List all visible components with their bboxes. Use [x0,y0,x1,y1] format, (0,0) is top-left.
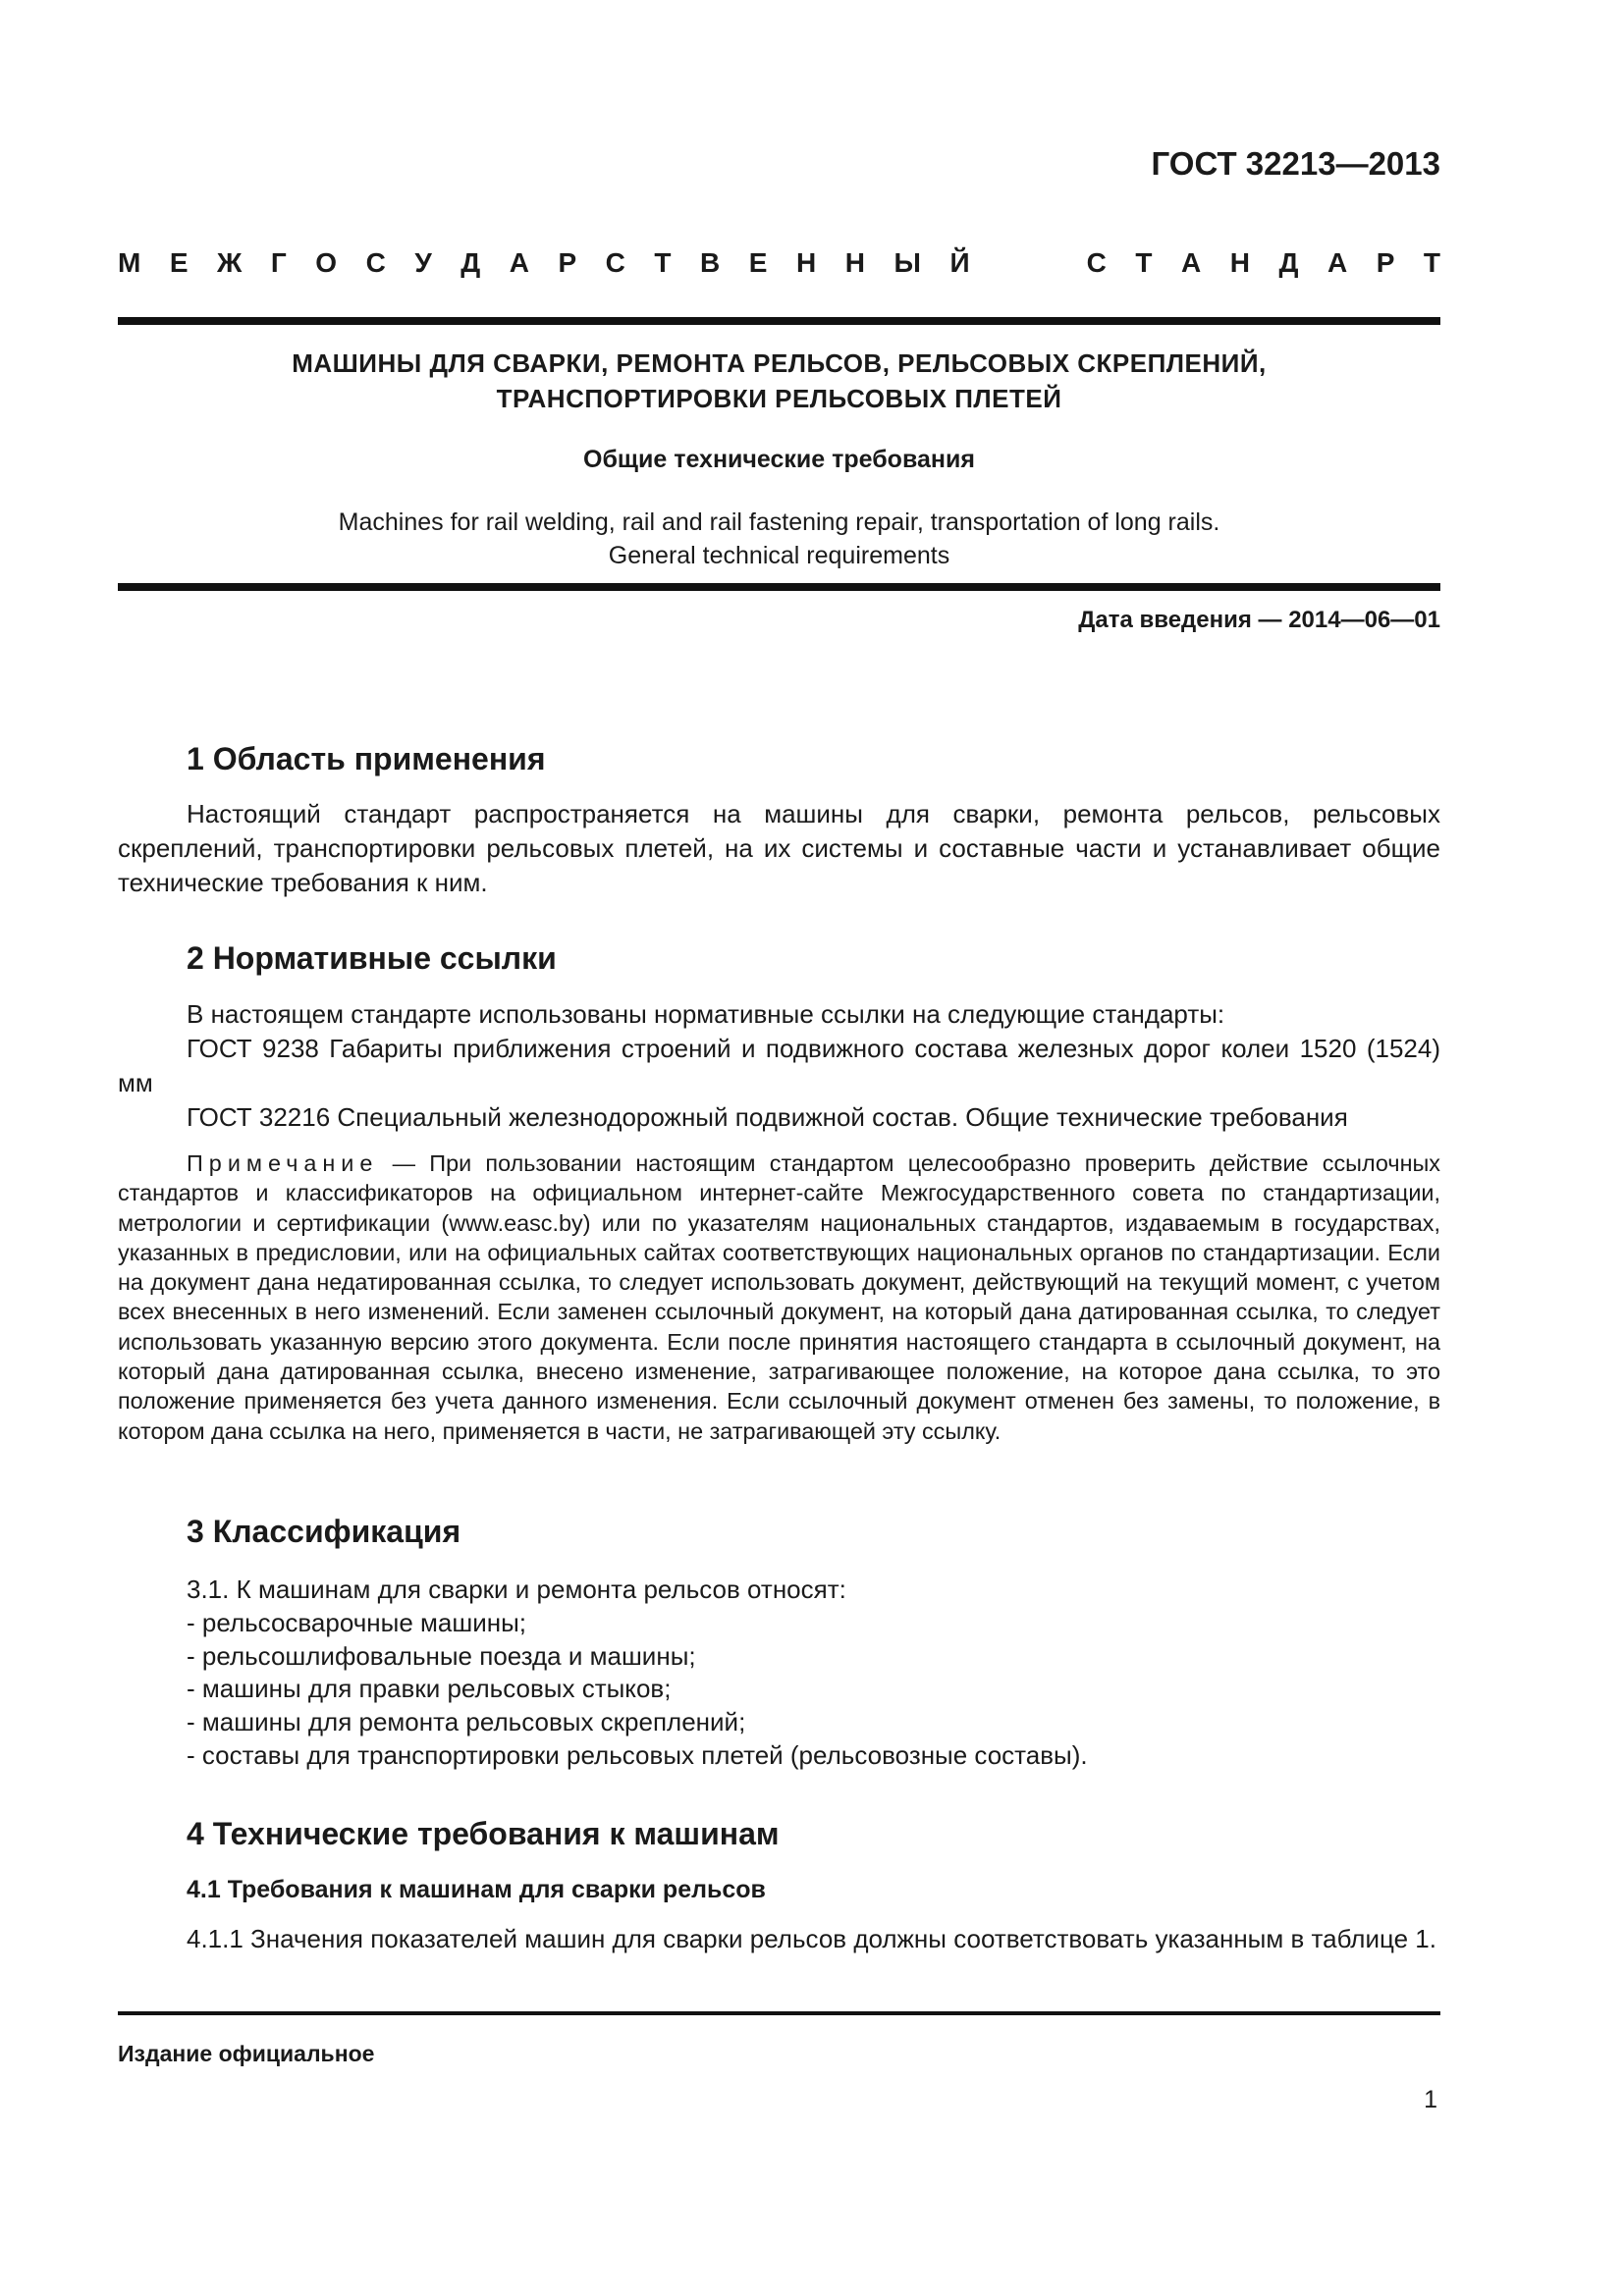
standard-type-letter: Т [1423,247,1440,278]
edition-label: Издание официальное [118,2041,375,2066]
standard-type-letter: В [700,247,721,278]
standard-type-heading [118,247,1440,279]
scope-paragraph [118,797,1440,900]
section-heading-references: 2 Нормативные ссылки [187,940,557,976]
document-subtitle: Общие технические требования [583,446,975,473]
standard-type-letter: А [509,247,529,278]
reference-item [118,1032,1440,1100]
section-heading-technical-requirements: 4 Технические требования к машинам [187,1816,780,1851]
standard-type-letter: Т [654,247,672,278]
list-item: 3.1. К машинам для сварки и ремонта рельсов относят: [187,1575,846,1604]
title-divider [118,583,1440,591]
standard-type-letter: Е [748,247,768,278]
standard-type-letter: С [365,247,386,278]
page-number: 1 [1424,2086,1437,2113]
standard-type-letter: Т [1135,247,1153,278]
subsection-heading: 4.1 Требования к машинам для сварки рельсов [187,1876,766,1903]
standard-type-letter: М [118,247,141,278]
list-item: - составы для транспортировки рельсовых плетей (рельсовозные составы). [187,1739,1088,1770]
english-title-line: Machines for rail welding, rail and rail fastening repair, transportation of long rails. [338,508,1220,536]
scope-text: Настоящий стандарт распространяется на машины для сварки, ремонта рельсов, рельсовых скреплений, транспортировки рельсовых плетей, на их системы и составные части и устанавливает общие технические требования к ним. [118,799,1440,897]
list-item: - рельсосварочные машины; [187,1607,526,1637]
section-heading-scope: 1 Область применения [187,741,546,776]
reference-item [118,1100,1440,1135]
references-intro [118,997,1440,1032]
standard-type-letter: Р [558,247,577,278]
standard-type-letter: Ж [217,247,243,278]
document-title [118,346,1440,416]
title-line: МАШИНЫ ДЛЯ СВАРКИ, РЕМОНТА РЕЛЬСОВ, РЕЛЬСОВЫХ СКРЕПЛЕНИЙ, [292,348,1267,378]
standard-type-letter: А [1180,247,1202,278]
document-number: ГОСТ 32213—2013 [1151,145,1440,182]
list-item: - машины для ремонта рельсовых скреплений; [187,1707,746,1737]
note-label: Примечание [187,1150,379,1176]
standard-type-letter: Д [460,247,481,278]
standard-type-letter: Ы [893,247,921,278]
references-intro-text: В настоящем стандарте использованы нормативные ссылки на следующие стандарты: [187,999,1225,1029]
top-divider [118,317,1440,325]
section-heading-classification: 3 Классификация [187,1514,461,1549]
requirements-paragraph [118,1922,1440,1956]
reference-text: ГОСТ 32216 Специальный железнодорожный подвижной состав. Общие технические требования [187,1102,1348,1132]
standard-type-letter: С [605,247,625,278]
standard-type-letter: Н [1229,247,1250,278]
classification-list [187,1574,1088,1773]
standard-type-letter: Н [796,247,817,278]
standard-type-letter: Н [844,247,865,278]
standard-type-letter: О [315,247,338,278]
list-item: - рельсошлифовальные поезда и машины; [187,1640,696,1671]
standard-type-letter: Е [169,247,189,278]
standard-type-letter: У [414,247,432,278]
note-text: — При пользовании настоящим стандартом целесообразно проверить действие ссылочных стандартов и классификаторов на официальном интернет-сайте Межгосударственного совета по стандартизации, метрологии и сертификации (www.easc.by) или по указателям национальных стандартов, издаваемым в государствах, указанных в предисловии, или на официальных сайтах соответствующих национальных органов по стандартизации. Если на документ дана недатированная ссылка, то следует использовать документ, действующий на текущий момент, с учетом всех внесенных в него изменений. Если заменен ссылочный документ, на который дана датированная ссылка, то следует использовать указанную версию этого документа. Если после принятия настоящего стандарта в ссылочный документ, на который дана датированная ссылка, внесено изменение, затрагивающее положение, на которое дана ссылка, то это положение применяется без учета данного изменения. Если ссылочный документ отменен без замены, то положение, в котором дана ссылка на него, применяется в части, не затрагивающей эту ссылку. [118,1150,1440,1444]
footer-divider [118,2011,1440,2015]
requirements-text: 4.1.1 Значения показателей машин для сварки рельсов должны соответствовать указанным в таблице 1. [187,1924,1436,1953]
english-title-line: General technical requirements [608,542,950,569]
introduction-date: Дата введения — 2014—06—01 [1078,607,1440,633]
standard-type-letter: Й [949,247,970,278]
title-line: ТРАНСПОРТИРОВКИ РЕЛЬСОВЫХ ПЛЕТЕЙ [496,384,1062,413]
standard-type-letter: Г [270,247,287,278]
standard-type-letter: С [1086,247,1107,278]
list-item: - машины для правки рельсовых стыков; [187,1674,672,1704]
standard-type-letter: Д [1278,247,1299,278]
standard-type-letter: А [1326,247,1348,278]
reference-text: ГОСТ 9238 Габариты приближения строений и подвижного состава железных дорог колеи 1520 (1524) мм [118,1034,1440,1097]
english-title [118,506,1440,572]
standard-type-letter: Р [1376,247,1395,278]
references-note [118,1148,1440,1446]
word-gap [999,247,1057,279]
